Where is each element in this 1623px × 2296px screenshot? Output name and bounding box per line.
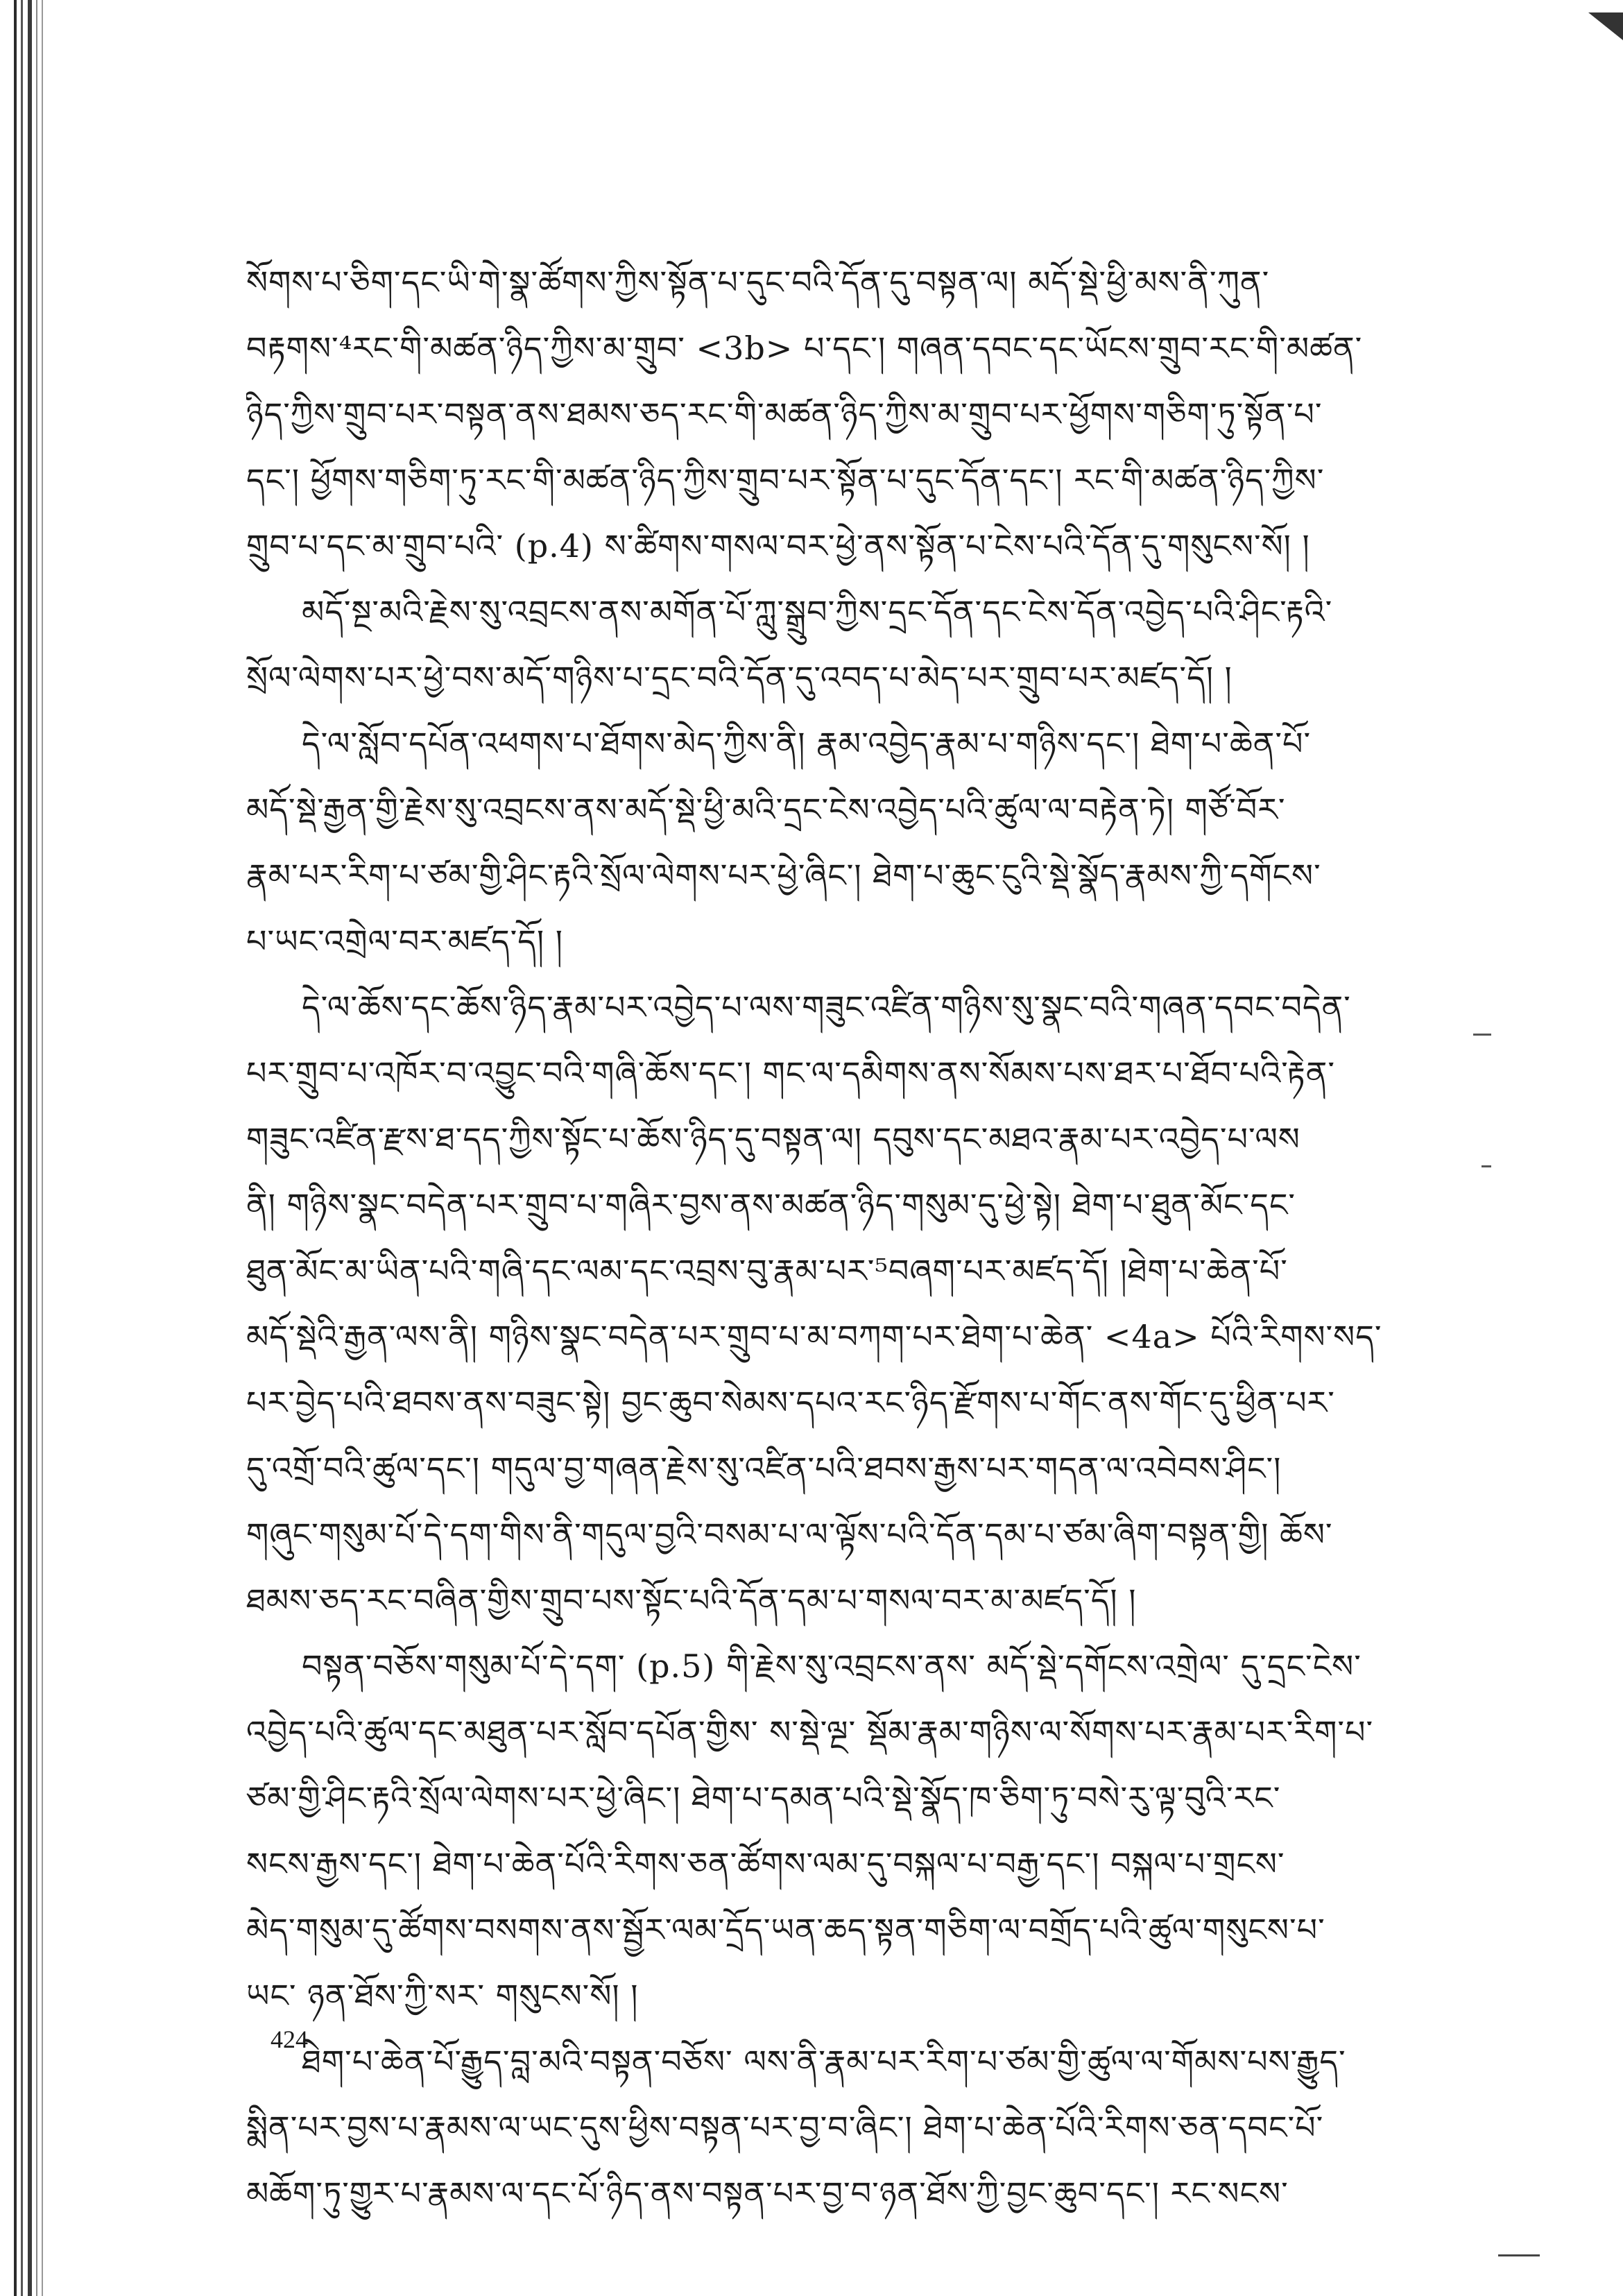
text-line: ཐམས་ཅད་རང་བཞིན་གྱིས་གྲུབ་པས་སྟོང་པའི་དོན་དམ་པ་གསལ་བར་མ་མཛད་དོ། །	[246, 1582, 1137, 1619]
text-line: མཆོག་ཏུ་གྱུར་པ་རྣམས་ལ་དང་པོ་ཉིད་ནས་བསྟན་པར་བྱ་བ་ཉན་ཐོས་ཀྱི་བྱང་ཆུབ་དང་། རང་སངས་	[246, 2175, 1289, 2212]
text-line: ཡང་ ཉན་ཐོས་ཀྱི་སར་ གསུངས་སོ། །	[246, 1977, 639, 2014]
text-line: སྲོལ་ལེགས་པར་ཕྱེ་བས་མདོ་གཉིས་པ་དྲང་བའི་དོན་དུ་འབད་པ་མེད་པར་གྲུབ་པར་མཛད་དོ། །	[246, 659, 1233, 696]
text-line: དེ་ལ་ཆོས་དང་ཆོས་ཉིད་རྣམ་པར་འབྱེད་པ་ལས་གཟུང་འཛིན་གཉིས་སུ་སྣང་བའི་གཞན་དབང་བདེན་	[302, 988, 1351, 1026]
text-line: དང་། ཕྱོགས་གཅིག་ཏུ་རང་གི་མཚན་ཉིད་ཀྱིས་གྲུབ་པར་སྟོན་པ་དུང་དོན་དང་། རང་གི་མཚན་ཉིད་ཀྱིས་	[246, 461, 1325, 499]
page-body-text	[246, 250, 1474, 2227]
text-line: གཞུང་གསུམ་པོ་དེ་དག་གིས་ནི་གདུལ་བྱའི་བསམ་པ་ལ་ལྟོས་པའི་དོན་དམ་པ་ཙམ་ཞིག་བསྟན་གྱི། ཆོས་	[246, 1516, 1333, 1553]
text-line: གྲུབ་པ་དང་མ་གྲུབ་པའི་ (p.4) ས་ཚིགས་གསལ་བར་ཕྱེ་ནས་སྟོན་པ་ངེས་པའི་དོན་དུ་གསུངས་སོ། །	[246, 527, 1310, 565]
text-line: དུ་འགྲོ་བའི་ཚུལ་དང་། གདུལ་བྱ་གཞན་རྗེས་སུ་འཛིན་པའི་ཐབས་རྒྱས་པར་གདན་ལ་འབེབས་ཤིང་།	[246, 1450, 1282, 1487]
margin-mark	[1482, 1165, 1491, 1167]
binding-edge	[0, 0, 55, 2296]
text-line: ཉིད་ཀྱིས་གྲུབ་པར་བསྟན་ནས་ཐམས་ཅད་རང་གི་མཚན་ཉིད་ཀྱིས་མ་གྲུབ་པར་ཕྱོགས་གཅིག་ཏུ་སྟོན་པ་	[246, 395, 1323, 433]
page-number: 424	[270, 2025, 308, 2053]
text-line: ཐེག་པ་ཆེན་པོ་རྒྱུད་བླ་མའི་བསྟན་བཅོས་ ལས་ནི་རྣམ་པར་རིག་པ་ཙམ་གྱི་ཚུལ་ལ་གོམས་པས་རྒྱུད་	[302, 2043, 1346, 2080]
text-line: སྨིན་པར་བྱས་པ་རྣམས་ལ་ཡང་དུས་ཕྱིས་བསྟན་པར་བྱ་བ་ཞིང་། ཐེག་པ་ཆེན་པོའི་རིགས་ཅན་དབང་པོ་	[246, 2109, 1324, 2146]
text-line: བསྟན་བཅོས་གསུམ་པོ་དེ་དག་ (p.5) གི་རྗེས་སུ་འབྲངས་ནས་ མདོ་སྡེ་དགོངས་འགྲེལ་ དུ་དྲང་ངེས་	[302, 1647, 1362, 1685]
text-line: མདོ་སྡེ་རྒྱན་གྱི་རྗེས་སུ་འབྲངས་ནས་མདོ་སྡེ་ཕྱི་མའི་དྲང་ངེས་འབྱེད་པའི་ཚུལ་ལ་བརྟེན་ཏེ། གཙོ་བོར་	[246, 791, 1286, 828]
text-line: བརྟགས་⁴རང་གི་མཚན་ཉིད་ཀྱིས་མ་གྲུབ་ <3b> པ་དང་། གཞན་དབང་དང་ཡོངས་གྲུབ་རང་གི་མཚན་	[246, 329, 1363, 367]
text-line: པར་གྲུབ་པ་འཁོར་བ་འབྱུང་བའི་གཞི་ཆོས་དང་། གང་ལ་དམིགས་ནས་སོམས་པས་ཐར་པ་ཐོབ་པའི་རྟེན་	[246, 1054, 1336, 1092]
text-line: གཟུང་འཛིན་རྫས་ཐ་དད་ཀྱིས་སྟོང་པ་ཆོས་ཉིད་དུ་བསྟན་ལ། དབུས་དང་མཐའ་རྣམ་པར་འབྱེད་པ་ལས	[246, 1120, 1300, 1158]
text-line: མདོ་སྔ་མའི་རྗེས་སུ་འབྲངས་ནས་མགོན་པོ་ཀླུ་སྒྲུབ་ཀྱིས་དྲང་དོན་དང་ངེས་དོན་འབྱེད་པའི་ཤིང་རྟའི་	[302, 593, 1333, 631]
text-line: པར་བྱེད་པའི་ཐབས་ནས་བཟུང་སྟེ། བྱང་ཆུབ་སེམས་དཔའ་རང་ཉིད་རྫོགས་པ་གོང་ནས་གོང་དུ་ཕྱིན་པར་	[246, 1384, 1335, 1421]
text-line: མདོ་སྡེའི་རྒྱན་ལས་ནི། གཉིས་སྣང་བདེན་པར་གྲུབ་པ་མ་བཀག་པར་ཐེག་པ་ཆེན་ <4a> པོའི་རིགས་སད་	[246, 1318, 1382, 1355]
text-line: ཙམ་གྱི་ཤིང་རྟའི་སྲོལ་ལེགས་པར་ཕྱེ་ཞིང་། ཐེག་པ་དམན་པའི་སྡེ་སྣོད་ཁ་ཅིག་ཏུ་བསེ་རུ་ལྟ་བུའི་རང་	[246, 1779, 1281, 1817]
text-line: མེད་གསུམ་དུ་ཚོགས་བསགས་ནས་སྦྱོར་ལམ་དྲོད་ཡན་ཆད་སྟན་གཅིག་ལ་བགྲོད་པའི་ཚུལ་གསུངས་པ་	[246, 1911, 1325, 1948]
text-line: པ་ཡང་འགྲེལ་བར་མཛད་དོ། །	[246, 923, 563, 960]
margin-mark	[1473, 1034, 1491, 1036]
text-line: ནི། གཉིས་སྣང་བདེན་པར་གྲུབ་པ་གཞིར་བྱས་ནས་མཚན་ཉིད་གསུམ་དུ་ཕྱེ་སྟེ། ཐེག་པ་ཐུན་མོང་དང་	[246, 1186, 1296, 1224]
corner-scan-mark	[1581, 12, 1623, 54]
text-line: རྣམ་པར་རིག་པ་ཙམ་གྱི་ཤིང་རྟའི་སྲོལ་ལེགས་པར་ཕྱེ་ཞིང་། ཐེག་པ་ཆུང་ངུའི་སྡེ་སྣོད་རྣམས་ཀྱི་དགོངས་	[246, 857, 1321, 894]
text-line: དེ་ལ་སློབ་དཔོན་འཕགས་པ་ཐོགས་མེད་ཀྱིས་ནི། རྣམ་འབྱེད་རྣམ་པ་གཉིས་དང་། ཐེག་པ་ཆེན་པོ་	[302, 725, 1312, 762]
margin-mark	[1498, 2254, 1540, 2256]
text-line: སོགས་པ་ཅིག་དང་ཡི་གེ་སྣ་ཚོགས་ཀྱིས་སྟོན་པ་དུང་བའི་དོན་དུ་བསྟན་ལ། མདོ་སྡེ་ཕྱི་མས་ནི་ཀུན་	[246, 264, 1270, 301]
text-line: ཐུན་མོང་མ་ཡིན་པའི་གཞི་དང་ལམ་དང་འབྲས་བུ་རྣམ་པར་⁵བཞག་པར་མཛད་དོ། །ཐེག་པ་ཆེན་པོ་	[246, 1252, 1288, 1290]
text-line: འབྱེད་པའི་ཚུལ་དང་མཐུན་པར་སློབ་དཔོན་གྱིས་ ས་སྡེ་ལྔ་ སྡོམ་རྣམ་གཉིས་ལ་སོགས་པར་རྣམ་པར་རིག་པ་	[246, 1713, 1374, 1751]
text-line: སངས་རྒྱས་དང་། ཐེག་པ་ཆེན་པོའི་རིགས་ཅན་ཚོགས་ལམ་དུ་བསྐལ་པ་བརྒྱ་དང་། བསྐལ་པ་གྲངས་	[246, 1845, 1285, 1883]
